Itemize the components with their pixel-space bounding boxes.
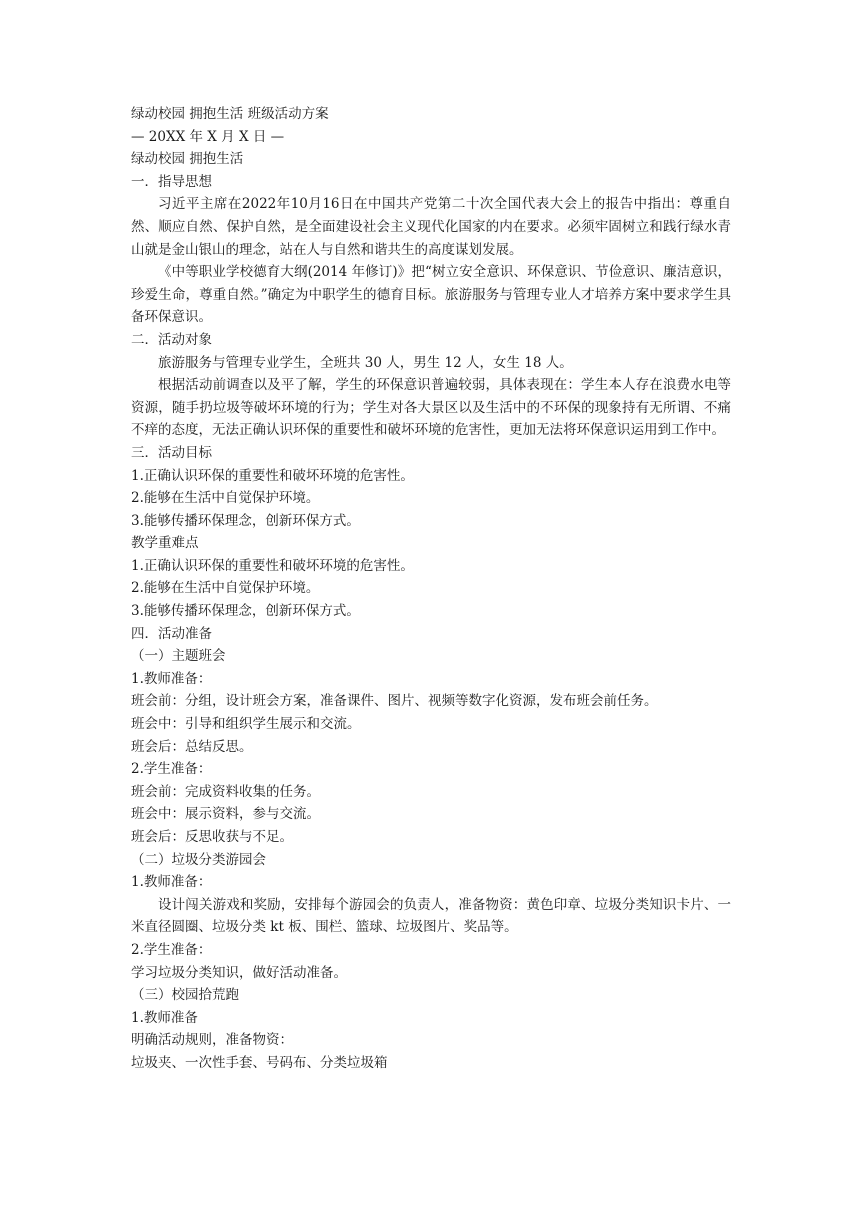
subheading-class-meeting: （一）主题班会 — [131, 648, 226, 665]
student-prep-label: 2.学生准备： — [131, 941, 212, 958]
teacher-prep-label: 1.教师准备： — [131, 874, 212, 891]
materials-list: 垃圾夹、一次性手套、号码布、分类垃圾箱 — [131, 1054, 388, 1071]
student-prep-during: 班会中：展示资料，参与交流。 — [131, 806, 320, 823]
key-point-item: 3.能够传播环保理念，创新环保方式。 — [131, 603, 360, 620]
teacher-prep-after: 班会后：总结反思。 — [131, 738, 253, 755]
teacher-prep-before: 班会前：分组，设计班会方案，准备课件、图片、视频等数字化资源，发布班会前任务。 — [131, 693, 658, 710]
teacher-prep-during: 班会中：引导和组织学生展示和交流。 — [131, 716, 361, 733]
teacher-prep-text: 明确活动规则，准备物资： — [131, 1032, 293, 1049]
key-point-item: 2.能够在生活中自觉保护环境。 — [131, 580, 320, 597]
document-page — [131, 103, 731, 1075]
objective-item: 1.正确认识环保的重要性和破坏环境的危害性。 — [131, 467, 414, 484]
date-line: — 20XX 年 X 月 X 日 — — [131, 128, 285, 145]
objective-item: 2.能够在生活中自觉保护环境。 — [131, 490, 320, 507]
subheading-garbage-fair: （二）垃圾分类游园会 — [131, 851, 266, 868]
paragraph-guiding-thought-1: 习近平主席在2022年10月16日在中国共产党第二十次全国代表大会上的报告中指出：尊重自然、顺应自然、保护自然，是全面建设社会主义现代化国家的内在要求。必须牢固树立和践行绿水青山就是金山银山的理念，站在人与自然和谐共生的高度谋划发展。 — [131, 196, 731, 258]
paragraph-guiding-thought-2: 《中等职业学校德育大纲(2014 年修订)》把“树立安全意识、环保意识、节俭意识、廉洁意识，珍爱生命，尊重自然。”确定为中职学生的德育目标。旅游服务与管理专业人才培养方案中要求学生具备环保意识。 — [131, 264, 731, 326]
section-heading-key-points: 教学重难点 — [131, 535, 199, 552]
paragraph-target-2: 根据活动前调查以及平了解，学生的环保意识普遍较弱，具体表现在：学生本人存在浪费水电等资源，随手扔垃圾等破坏环境的行为；学生对各大景区以及生活中的不环保的现象持有无所谓、不痛不痒的态度，无法正确认识环保的重要性和破坏环境的危害性，更加无法将环保意识运用到工作中。 — [131, 377, 731, 439]
student-prep-after: 班会后：反思收获与不足。 — [131, 829, 293, 845]
subheading-campus-plogging: （三）校园拾荒跑 — [131, 987, 239, 1004]
student-prep-label: 2.学生准备： — [131, 761, 212, 778]
section-heading-target: 二．活动对象 — [131, 331, 212, 348]
student-prep-before: 班会前：完成资料收集的任务。 — [131, 783, 320, 800]
student-prep-text: 学习垃圾分类知识，做好活动准备。 — [131, 964, 347, 981]
section-heading-preparation: 四．活动准备 — [131, 625, 212, 642]
section-heading-guiding-thought: 一．指导思想 — [131, 173, 212, 190]
key-point-item: 1.正确认识环保的重要性和破坏环境的危害性。 — [131, 557, 414, 574]
document-title: 绿动校园 拥抱生活 班级活动方案 — [131, 106, 329, 122]
paragraph-target-1: 旅游服务与管理专业学生，全班共 30 人，男生 12 人，女生 18 人。 — [158, 354, 573, 371]
objective-item: 3.能够传播环保理念，创新环保方式。 — [131, 512, 360, 529]
teacher-prep-text: 设计闯关游戏和奖励，安排每个游园会的负责人，准备物资：黄色印章、垃圾分类知识卡片、一米直径圆圈、垃圾分类 kt 板、围栏、篮球、垃圾图片、奖品等。 — [131, 896, 731, 936]
teacher-prep-label: 1.教师准备 — [131, 1009, 198, 1026]
section-heading-objectives: 三．活动目标 — [131, 444, 212, 461]
document-subtitle: 绿动校园 拥抱生活 — [131, 151, 244, 168]
teacher-prep-label: 1.教师准备： — [131, 670, 212, 687]
